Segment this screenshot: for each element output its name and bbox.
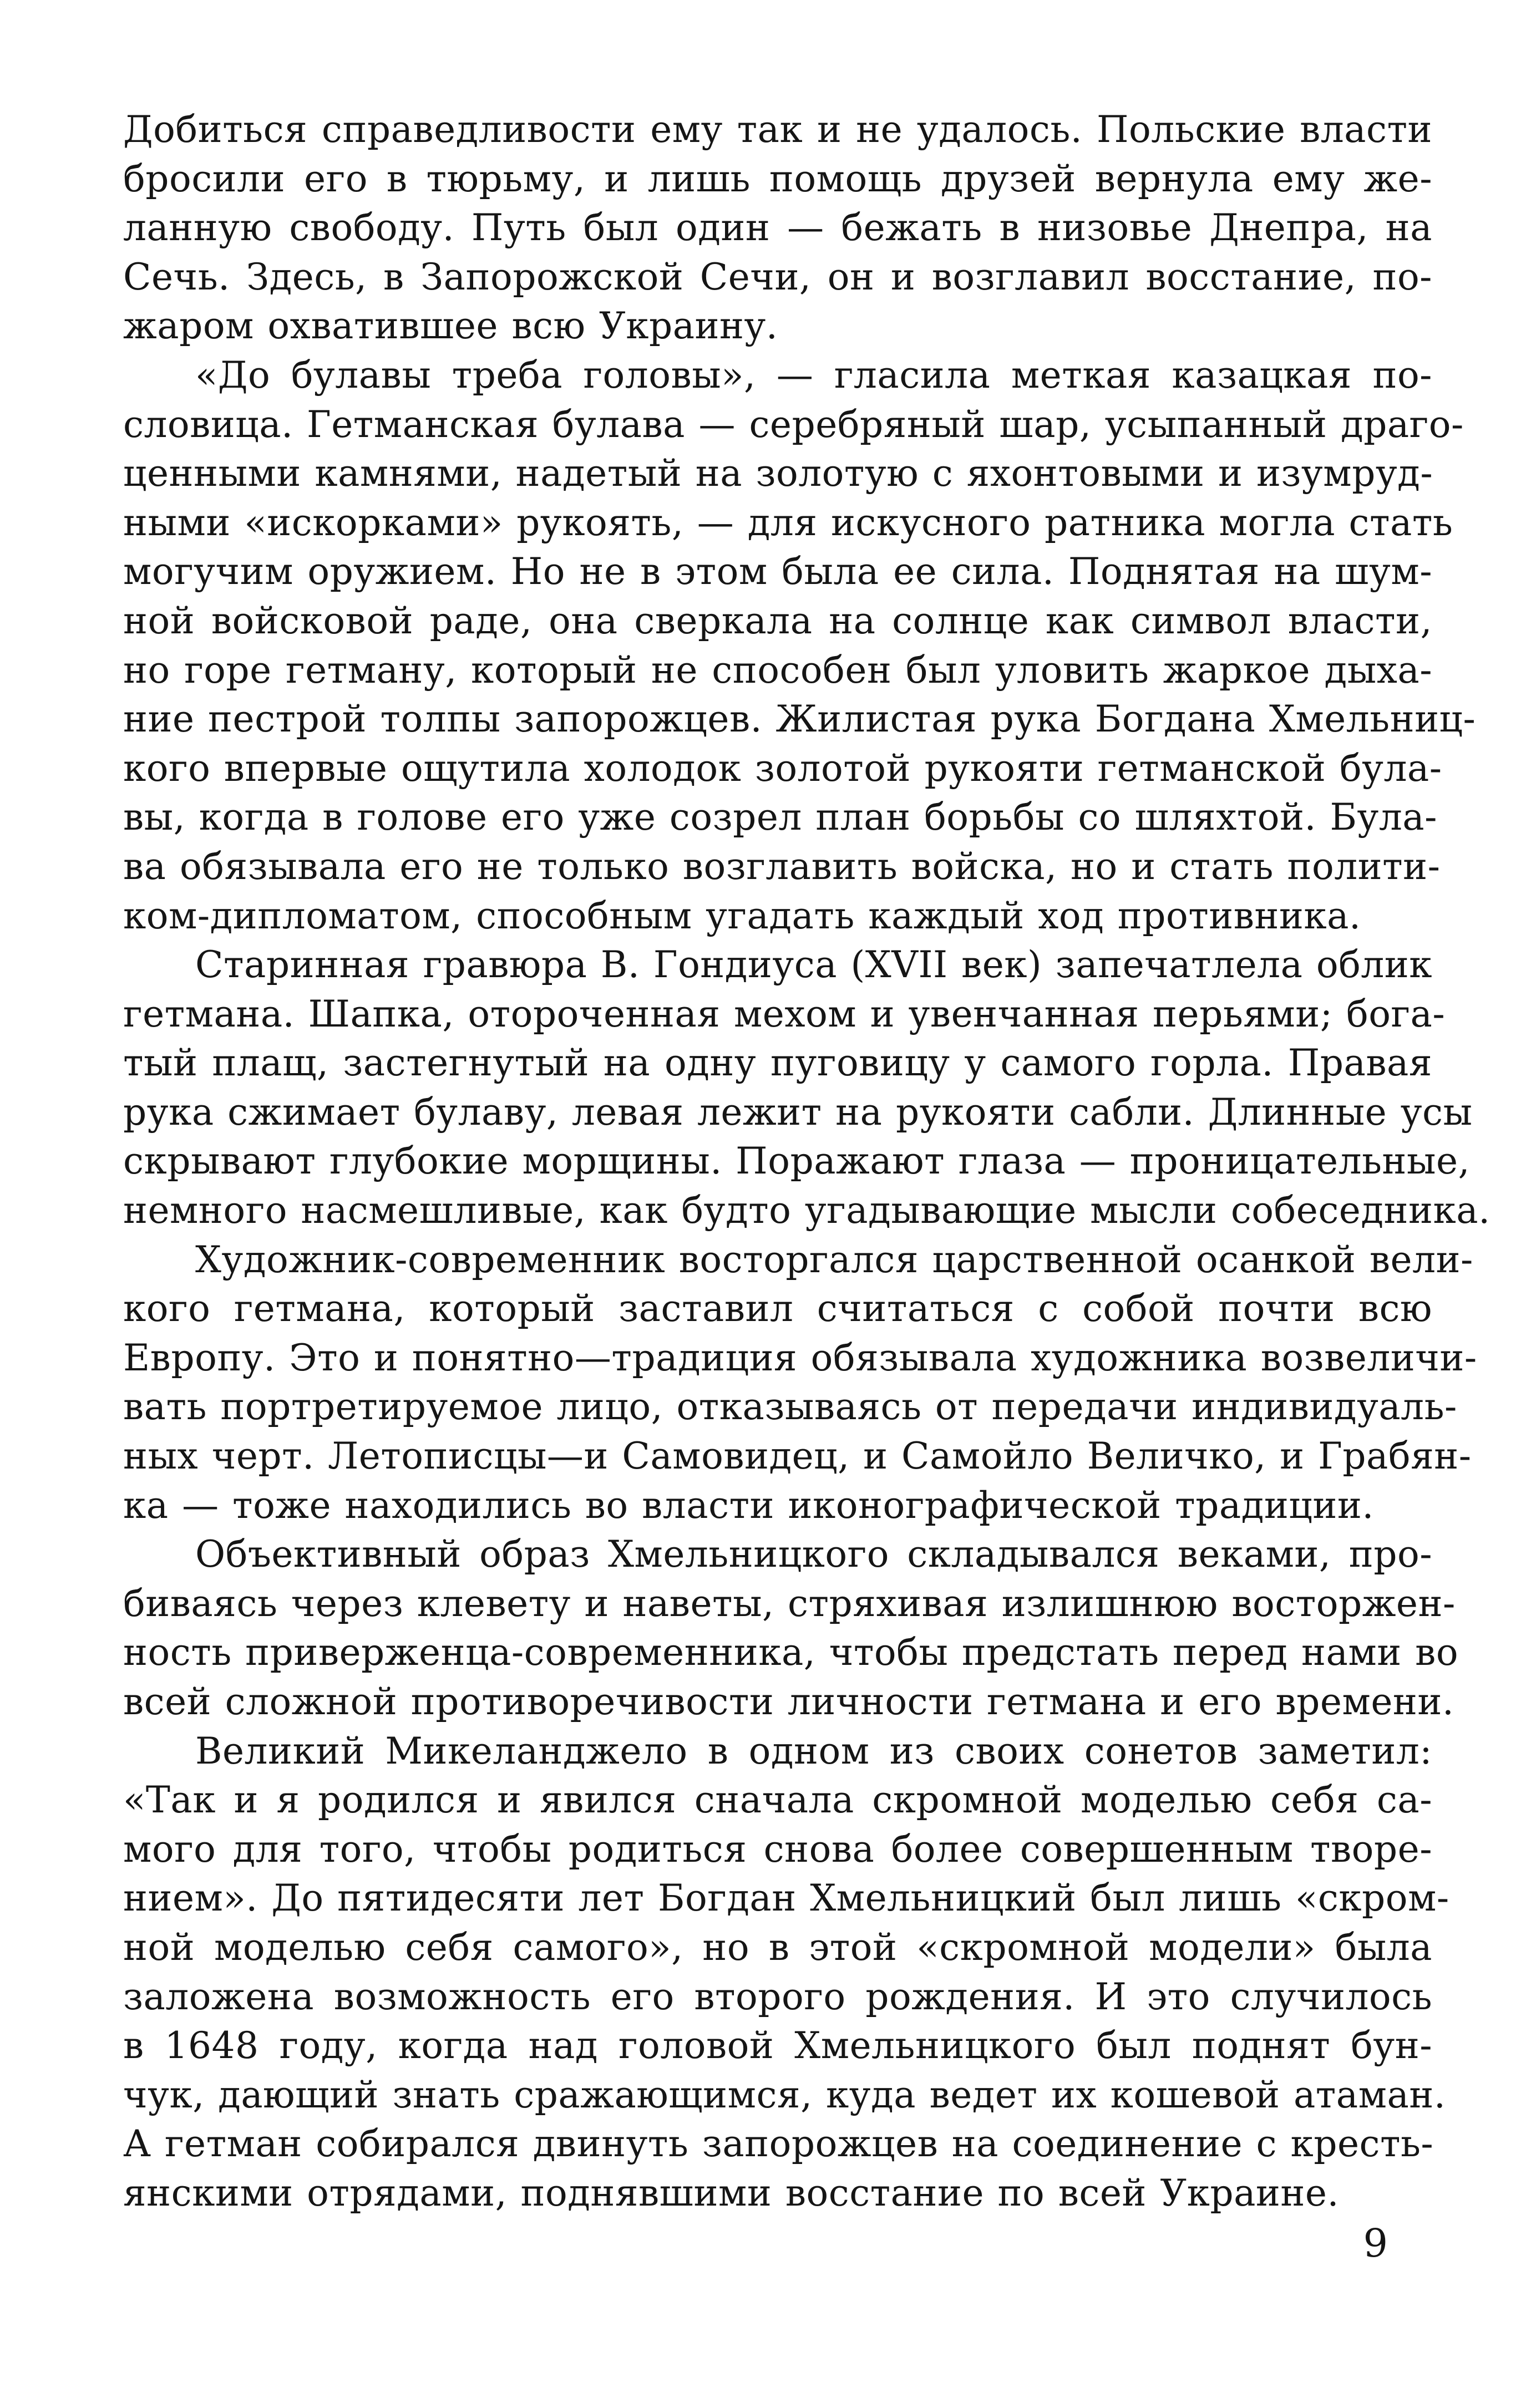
- text-line: Европу. Это и понятно—традиция обязывала художника возвеличи-: [123, 1336, 1477, 1379]
- paragraph: [123, 1530, 1459, 1726]
- text-line: Художник-современник восторгался царственной осанкой вели-: [195, 1238, 1473, 1281]
- text-line: ной войсковой раде, она сверкала на солнце как символ власти,: [123, 599, 1432, 642]
- text-line: биваясь через клевету и наветы, стряхивая излишнюю восторжен-: [123, 1582, 1456, 1625]
- text-line: ком-дипломатом, способным угадать каждый ход противника.: [123, 894, 1361, 937]
- paragraph: [123, 105, 1432, 351]
- text-line: ной моделью себя самого», но в этой «скромной модели» была: [123, 1926, 1432, 1969]
- text-line: могучим оружием. Но не в этом была ее сила. Поднятая на шум-: [123, 550, 1432, 593]
- text-line: Добиться справедливости ему так и не удалось. Польские власти: [123, 108, 1432, 151]
- paragraph: [123, 1727, 1449, 2218]
- text-line: ланную свободу. Путь был один — бежать в низовье Днепра, на: [123, 206, 1432, 250]
- text-line: гетмана. Шапка, отороченная мехом и увенчанная перьями; бога-: [123, 992, 1446, 1035]
- text-line: янскими отрядами, поднявшими восстание по всей Украине.: [123, 2171, 1339, 2214]
- text-line: вать портретируемое лицо, отказываясь от передачи индивидуаль-: [123, 1385, 1457, 1429]
- text-line: Великий Микеланджело в одном из своих сонетов заметил:: [195, 1729, 1432, 1772]
- text-line: ных черт. Летописцы—и Самовидец, и Самойло Величко, и Грабян-: [123, 1435, 1472, 1478]
- text-line: немного насмешливые, как будто угадывающие мысли собеседника.: [123, 1189, 1491, 1232]
- text-line: чук, дающий знать сражающимся, куда ведет их кошевой атаман.: [123, 2073, 1446, 2116]
- text-line: «До булавы треба головы», — гласила меткая казацкая по-: [195, 353, 1432, 397]
- paragraph: [123, 351, 1476, 941]
- text-line: А гетман собирался двинуть запорожцев на соединение с кресть-: [123, 2122, 1434, 2166]
- text-line: бросили его в тюрьму, и лишь помощь друзей вернула ему же-: [123, 157, 1432, 200]
- text-line: всей сложной противоречивости личности гетмана и его времени.: [123, 1680, 1454, 1723]
- text-line: словица. Гетманская булава — серебряный шар, усыпанный драго-: [123, 403, 1464, 446]
- text-line: тый плащ, застегнутый на одну пуговицу у самого горла. Правая: [123, 1042, 1432, 1085]
- text-line: но горе гетману, который не способен был уловить жаркое дыха-: [123, 648, 1432, 692]
- text-line: Старинная гравюра В. Гондиуса (XVII век) запечатлела облик: [195, 943, 1433, 987]
- text-line: скрывают глубокие морщины. Поражают глаза — проницательные,: [123, 1140, 1470, 1183]
- text-line: ность приверженца-современника, чтобы предстать перед нами во: [123, 1631, 1459, 1674]
- text-line: рука сжимает булаву, левая лежит на рукояти сабли. Длинные усы: [123, 1090, 1473, 1134]
- page-number: 9: [1363, 2221, 1388, 2266]
- text-line: ва обязывала его не только возглавить войска, но и стать полити-: [123, 845, 1441, 888]
- text-line: кого гетмана, который заставил считаться с собой почти всю: [123, 1287, 1432, 1330]
- text-line: Сечь. Здесь, в Запорожской Сечи, он и возглавил восстание, по-: [123, 255, 1432, 298]
- text-line: ние пестрой толпы запорожцев. Жилистая рука Богдана Хмельниц-: [123, 698, 1476, 741]
- text-line: Объективный образ Хмельницкого складывался веками, про-: [195, 1533, 1432, 1576]
- body-text: [123, 105, 1491, 2218]
- text-line: нием». До пятидесяти лет Богдан Хмельницкий был лишь «скром-: [123, 1877, 1449, 1920]
- text-line: заложена возможность его второго рождения. И это случилось: [123, 1975, 1432, 2018]
- text-line: в 1648 году, когда над головой Хмельницкого был поднят бун-: [123, 2024, 1432, 2067]
- text-line: вы, когда в голове его уже созрел план борьбы со шляхтой. Була-: [123, 796, 1437, 839]
- text-line: кого впервые ощутила холодок золотой рукояти гетманской була-: [123, 746, 1442, 790]
- text-line: «Так и я родился и явился сначала скромной моделью себя са-: [123, 1779, 1432, 1822]
- text-line: ка — тоже находились во власти иконографической традиции.: [123, 1484, 1374, 1527]
- text-line: мого для того, чтобы родиться снова более совершенным творе-: [123, 1827, 1432, 1871]
- text-line: жаром охватившее всю Украину.: [123, 304, 778, 348]
- paragraph: [123, 1236, 1477, 1531]
- paragraph: [123, 941, 1491, 1236]
- text-line: ными «искорками» рукоять, — для искусного ратника могла стать: [123, 501, 1453, 544]
- text-line: ценными камнями, надетый на золотую с яхонтовыми и изумруд-: [123, 452, 1433, 495]
